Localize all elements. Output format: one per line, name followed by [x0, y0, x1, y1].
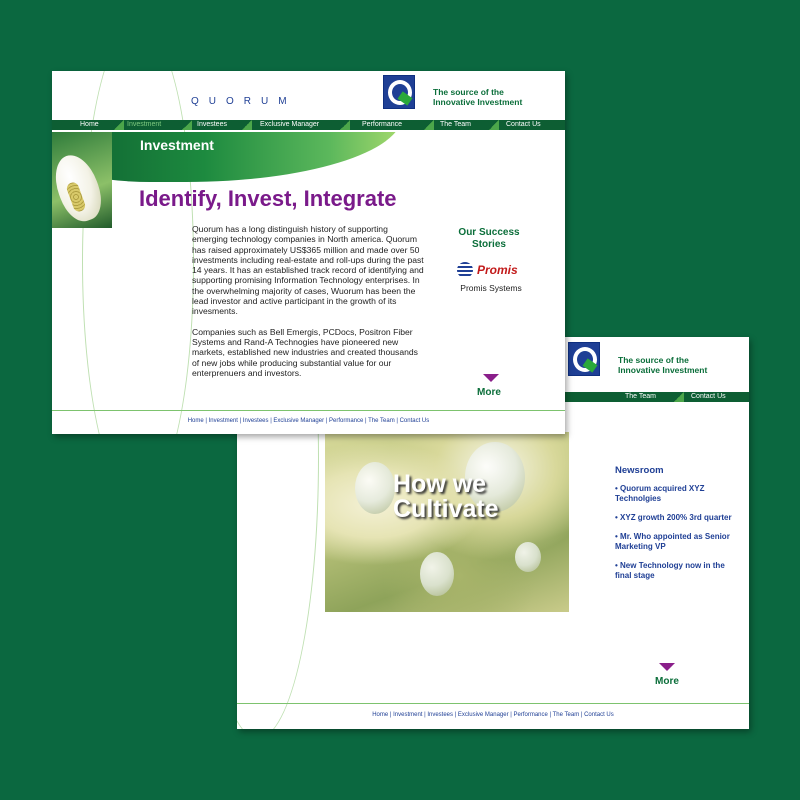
promis-wordmark: Promis: [477, 263, 518, 277]
footer-divider: [52, 410, 565, 411]
footer-divider: [237, 703, 749, 704]
news-item[interactable]: • XYZ growth 200% 3rd quarter: [615, 513, 732, 522]
promis-caption[interactable]: Promis Systems: [460, 283, 522, 293]
nav-the-team[interactable]: The Team: [625, 393, 656, 400]
section-banner: [52, 132, 565, 182]
newsroom-title: Newsroom: [615, 465, 664, 476]
nav-bar: [52, 120, 565, 130]
quorum-wordmark[interactable]: QUORUM: [191, 96, 297, 107]
investment-page-mockup: [52, 71, 565, 434]
calla-lily-image: [52, 132, 112, 228]
news-item[interactable]: • Mr. Who appointed as Senior Marketing VP: [615, 532, 730, 551]
hero-photo: [325, 432, 569, 612]
news-item[interactable]: • New Technology now in the final stage: [615, 561, 725, 580]
body-paragraph: Companies such as Bell Emergis, PCDocs, Positron Fiber Systems and Rand-A Technogies have pioneered new markets, established new industries and created thousands of new jobs while producing substantial value for our enterprenuers and investors.: [192, 326, 418, 378]
quorum-logo[interactable]: [568, 342, 600, 376]
more-link[interactable]: More: [477, 387, 501, 398]
more-link[interactable]: More: [655, 676, 679, 687]
promis-logo[interactable]: [457, 262, 525, 280]
hero-title: How we Cultivate: [393, 470, 499, 523]
more-arrow-icon[interactable]: [483, 374, 499, 382]
tagline: The source of the Innovative Investment: [618, 355, 708, 375]
nav-performance[interactable]: Performance: [362, 121, 403, 128]
globe-icon: [457, 262, 473, 278]
nav-the-team[interactable]: The Team: [440, 121, 471, 128]
tagline: The source of the Innovative Investment: [433, 87, 523, 107]
success-stories-title: Our Success Stories: [458, 227, 520, 250]
news-list: [615, 484, 733, 590]
body-copy: [192, 224, 424, 388]
news-item[interactable]: • Quorum acquired XYZ Technolgies: [615, 484, 705, 503]
nav-contact-us[interactable]: Contact Us: [506, 121, 541, 128]
nav-contact-us[interactable]: Contact Us: [691, 393, 726, 400]
nav-home[interactable]: Home: [80, 121, 99, 128]
nav-investees[interactable]: Investees: [197, 121, 227, 128]
more-arrow-icon[interactable]: [659, 663, 675, 671]
body-paragraph: Quorum has a long distinguish history of supporting emerging technology companies in North america. Quorum has raised approximately US$365 million and made over 50 investments including real-estate and roll-ups during the past 14 years. It has an established track record of identifying and supporting promising Information Technology enterprises. In the overwhelming majority of cases, Wuorum has been the lead investor and active participant in the growth of its invesments.: [192, 224, 424, 317]
footer-links[interactable]: Home | Investment | Investees | Exclusive Manager | Performance | The Team | Contact Us: [187, 418, 430, 424]
nav-exclusive-manager[interactable]: Exclusive Manager: [260, 121, 320, 128]
section-title: Investment: [140, 137, 214, 153]
footer-links[interactable]: Home | Investment | Investees | Exclusive Manager | Performance | The Team | Contact Us: [372, 712, 614, 718]
page-headline: Identify, Invest, Integrate: [139, 186, 397, 211]
nav-investment[interactable]: Investment: [127, 121, 162, 128]
quorum-logo[interactable]: [383, 75, 415, 109]
